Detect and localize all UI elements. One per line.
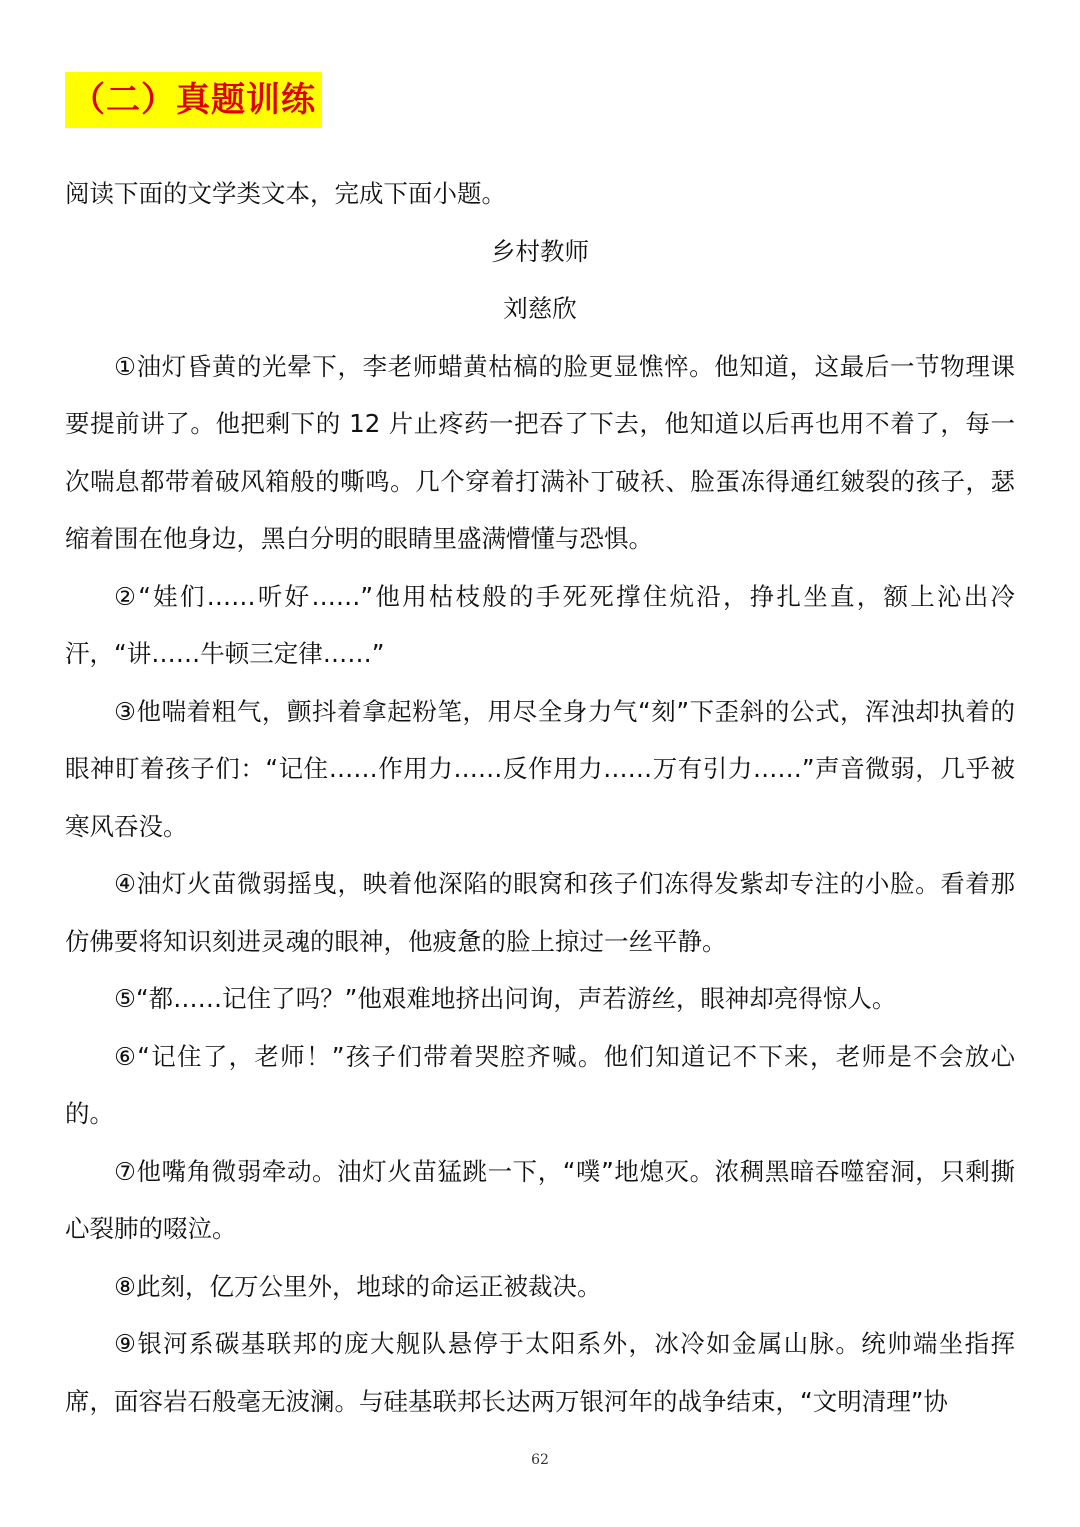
- paragraph-7: ⑦他嘴角微弱牵动。油灯火苗猛跳一下，“噗”地熄灭。浓稠黑暗吞噬窑洞，只剩撕心裂肺的啜泣。: [65, 1156, 1015, 1243]
- paragraph-2: ②“娃们……听好……”他用枯枝般的手死死撑住炕沿，挣扎坐直，额上沁出冷汗，“讲……牛顿三定律……”: [65, 581, 1015, 668]
- paragraph-4: ④油灯火苗微弱摇曳，映着他深陷的眼窝和孩子们冻得发紫却专注的小脸。看着那仿佛要将知识刻进灵魂的眼神，他疲惫的脸上掠过一丝平静。: [65, 869, 1015, 956]
- page-number: 62: [531, 1452, 549, 1468]
- paragraph-9: ⑨银河系碳基联邦的庞大舰队悬停于太阳系外，冰冷如金属山脉。统帅端坐指挥席，面容岩石般毫无波澜。与硅基联邦长达两万银河年的战争结束，“文明清理”协: [65, 1329, 1015, 1416]
- instruction-text: 阅读下面的文学类文本，完成下面小题。: [65, 179, 506, 208]
- section-heading: （二）真题训练: [65, 72, 322, 128]
- paragraph-5: ⑤“都……记住了吗？”他艰难地挤出问询，声若游丝，眼神却亮得惊人。: [114, 984, 897, 1013]
- paragraph-6: ⑥“记住了，老师！”孩子们带着哭腔齐喊。他们知道记不下来，老师是不会放心的。: [65, 1041, 1015, 1128]
- document-body: [65, 165, 1015, 1430]
- article-author: 刘慈欣: [503, 294, 577, 323]
- paragraph-8: ⑧此刻，亿万公里外，地球的命运正被裁决。: [114, 1271, 602, 1301]
- paragraph-1: ①油灯昏黄的光晕下，李老师蜡黄枯槁的脸更显憔悴。他知道，这最后一节物理课要提前讲了。他把剩下的 12 片止疼药一把吞了下去，他知道以后再也用不着了，每一次喘息都带着破风箱般的嘶鸣。几个穿着打满补丁破袄、脸蛋冻得通红皴裂的孩子，瑟缩着围在他身边，黑白分明的眼睛里盛满懵懂与恐惧。: [65, 351, 1015, 553]
- article-title: 乡村教师: [491, 236, 589, 266]
- paragraph-3: ③他喘着粗气，颤抖着拿起粉笔，用尽全身力气“刻”下歪斜的公式，浑浊却执着的眼神盯着孩子们：“记住……作用力……反作用力……万有引力……”声音微弱，几乎被寒风吞没。: [65, 696, 1015, 841]
